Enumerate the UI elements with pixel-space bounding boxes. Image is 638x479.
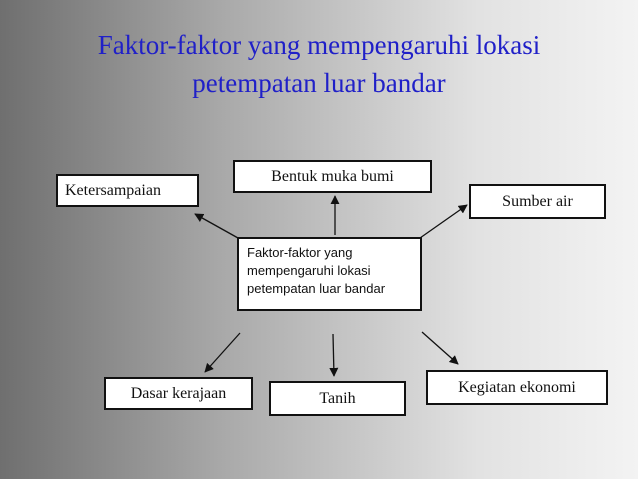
central-topic-line-1: Faktor-faktor yang [247, 245, 353, 260]
factor-label-sumber-air: Sumber air [502, 192, 573, 210]
factor-box-sumber-air [469, 184, 606, 219]
arrow-to-sumber-air [420, 205, 467, 238]
title-line-2: petempatan luar bandar [192, 68, 446, 98]
arrow-to-dasar-kerajaan [205, 333, 240, 372]
factor-box-ketersampaian [56, 174, 199, 207]
central-topic-line-3: petempatan luar bandar [247, 281, 386, 296]
central-topic-box [237, 237, 422, 311]
factor-label-bentuk-muka-bumi: Bentuk muka bumi [271, 167, 394, 185]
factor-label-dasar-kerajaan: Dasar kerajaan [130, 384, 227, 402]
factor-box-kegiatan-ekonomi [426, 370, 608, 405]
factor-label-tanih: Tanih [319, 389, 356, 407]
factor-box-tanih [269, 381, 406, 416]
factor-box-bentuk-muka-bumi [233, 160, 432, 193]
factor-label-kegiatan-ekonomi: Kegiatan ekonomi [458, 378, 576, 396]
central-topic-line-2: mempengaruhi lokasi [247, 263, 371, 278]
arrow-to-tanih [333, 334, 334, 376]
title-line-1: Faktor-faktor yang mempengaruhi lokasi [97, 30, 541, 60]
arrow-to-kegiatan-ekonomi [422, 332, 458, 364]
factor-box-dasar-kerajaan [104, 377, 253, 410]
factor-label-ketersampaian: Ketersampaian [65, 181, 161, 199]
arrow-to-ketersampaian [195, 214, 238, 238]
